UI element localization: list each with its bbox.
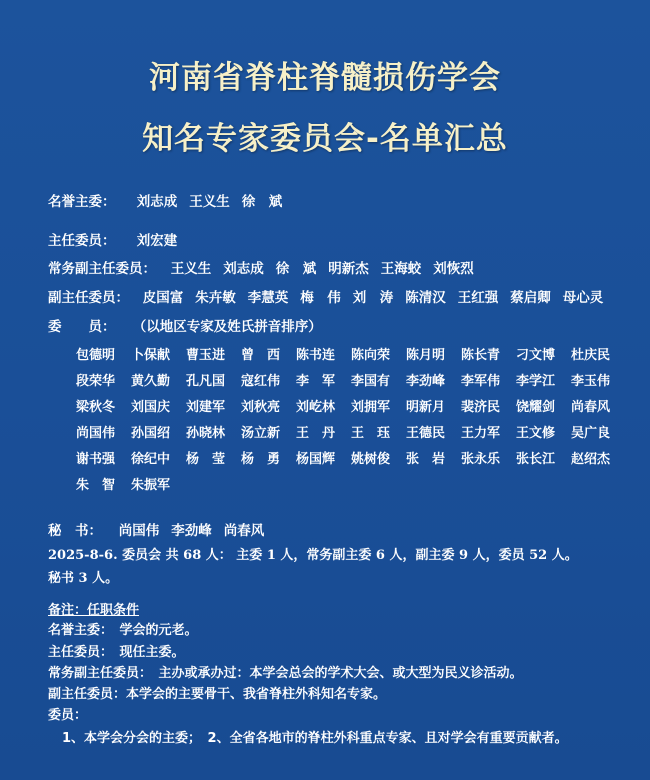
member-name: 李国有: [351, 374, 391, 389]
remark-line: 委员：: [48, 708, 88, 723]
remark-line: 常务副主任委员： 主办或承办过：本学会总会的学术大会、或大型为民义诊活动。: [48, 666, 523, 681]
member-name: 徐纪中: [131, 452, 171, 467]
remark-line: 名誉主委： 学会的元老。: [48, 623, 198, 638]
member-name: 陈书连: [296, 348, 336, 363]
director-row: [48, 232, 189, 250]
exec-vice-member-name: 刘志成: [223, 261, 264, 277]
vice-member-name: 朱卉敏: [195, 290, 236, 306]
member-name: 王力军: [461, 426, 501, 441]
member-name: 孔凡国: [186, 374, 226, 389]
member-name: 赵绍杰: [571, 452, 611, 467]
member-name: 刘国庆: [131, 400, 171, 415]
member-name: 刘秋亮: [241, 400, 281, 415]
member-name: 张 岩: [406, 452, 446, 467]
vice-member-name: 母心灵: [562, 290, 604, 306]
honorary-member-name: 刘志成: [136, 194, 178, 210]
vice-member-name: 李慧英: [247, 290, 289, 306]
vice-names: [143, 290, 616, 306]
exec-vice-member-name: 刘恢烈: [433, 261, 474, 277]
vice-member-name: 陈清汉: [405, 290, 446, 306]
honorary-member-name: 徐 斌: [241, 194, 283, 210]
exec-vice-row: [48, 260, 486, 278]
member-name: 寇红伟: [241, 374, 281, 389]
member-name: 杨 莹: [186, 452, 226, 467]
member-name: 张永乐: [461, 452, 501, 467]
document-subtitle: 知名专家委员会-名单汇总: [142, 121, 508, 157]
member-name: 汤立新: [241, 426, 281, 441]
remark-line: 主任委员： 现任主委。: [48, 645, 185, 660]
member-name: 包德明: [76, 348, 116, 363]
vice-member-name: 王红强: [457, 290, 499, 306]
member-name: 杨国辉: [296, 452, 336, 467]
member-name: 刘拥军: [351, 400, 391, 415]
member-name: 明新月: [406, 400, 446, 415]
remarks-heading: 备注：任职条件: [48, 603, 140, 618]
member-name: 李玉伟: [571, 374, 611, 389]
vice-label: 副主任委员：: [48, 290, 129, 306]
member-name: 刘建军: [186, 400, 226, 415]
member-name: 段荣华: [76, 374, 116, 389]
member-name: 陈月明: [406, 348, 446, 363]
member-name: 吴广良: [571, 426, 611, 441]
member-name: 张长江: [516, 452, 556, 467]
member-name: 朱振军: [131, 478, 171, 493]
member-name: 陈向荣: [351, 348, 391, 363]
member-name: 谢书强: [76, 452, 116, 467]
honorary-member-name: 王义生: [189, 194, 230, 210]
secretary-name: 尚国伟: [118, 523, 160, 539]
exec-vice-member-name: 徐 斌: [275, 261, 317, 277]
document-title: 河南省脊柱脊髓损伤学会: [149, 60, 501, 96]
member-name: 朱 智: [76, 478, 116, 493]
member-name: 刁文博: [516, 348, 556, 363]
member-name: 李学江: [516, 374, 556, 389]
member-name: 王文修: [516, 426, 556, 441]
member-name: 王 丹: [296, 426, 336, 441]
vice-member-name: 皮国富: [142, 290, 184, 306]
director-name: 刘宏建: [136, 233, 178, 249]
member-name: 梁秋冬: [76, 400, 116, 415]
exec-vice-member-name: 明新杰: [328, 261, 369, 277]
vice-member-name: 刘 涛: [352, 290, 394, 306]
member-name: 曾 西: [241, 348, 281, 363]
member-name: 黄久勤: [131, 374, 171, 389]
remark-line: 副主任委员：本学会的主要骨干、我省脊柱外科知名专家。: [48, 687, 387, 702]
vice-row: [48, 289, 615, 307]
member-name: 孙国绍: [131, 426, 171, 441]
secretary-row: [48, 522, 276, 540]
honorary-row: [48, 193, 294, 211]
member-name: 孙晓林: [186, 426, 226, 441]
member-name: 姚树俊: [351, 452, 391, 467]
member-name: 尚春风: [571, 400, 611, 415]
member-name: 裴济民: [461, 400, 501, 415]
director-names: [137, 233, 190, 249]
exec-vice-member-name: 王海蛟: [380, 261, 422, 277]
secretary-name: 李劲峰: [171, 523, 212, 539]
exec-vice-member-name: 王义生: [170, 261, 212, 277]
member-name: 李劲峰: [406, 374, 446, 389]
vice-member-name: 梅 伟: [300, 290, 341, 306]
member-name: 王 珏: [351, 426, 391, 441]
secretary-name: 尚春风: [223, 523, 265, 539]
members-grid: [76, 347, 625, 495]
director-label: 主任委员：: [48, 233, 116, 249]
member-name: 李 军: [296, 374, 336, 389]
member-name: 曹玉进: [186, 348, 226, 363]
secretary-names: [119, 523, 277, 539]
member-name: 刘屹林: [296, 400, 336, 415]
members-label: 委 员：: [48, 319, 116, 335]
remark-line: 1、本学会分会的主委； 2、全省各地市的脊柱外科重点专家、且对学会有重要贡献者。: [62, 731, 568, 746]
stats-line-1: 2025-8-6. 委员会 共 68 人： 主委 1 人，常务副主委 6 人，副主委 9 人，委员 52 人。: [48, 548, 578, 563]
member-name: 王德民: [406, 426, 446, 441]
member-name: 李军伟: [461, 374, 501, 389]
member-name: 卜保献: [131, 348, 171, 363]
exec-vice-names: [171, 261, 486, 277]
exec-vice-label: 常务副主任委员：: [48, 261, 156, 277]
member-name: 饶耀剑: [516, 400, 556, 415]
members-sort-note: （以地区专家及姓氏拼音排序）: [132, 319, 322, 335]
honorary-names: [137, 194, 295, 210]
members-row: [48, 318, 322, 336]
secretary-label: 秘 书：: [48, 523, 102, 539]
vice-member-name: 蔡启卿: [510, 290, 551, 306]
member-name: 尚国伟: [76, 426, 116, 441]
member-name: 杜庆民: [571, 348, 611, 363]
honorary-label: 名誉主委：: [48, 194, 116, 210]
member-name: 杨 勇: [241, 452, 281, 467]
member-name: 陈长青: [461, 348, 501, 363]
stats-line-2: 秘书 3 人。: [48, 571, 119, 586]
